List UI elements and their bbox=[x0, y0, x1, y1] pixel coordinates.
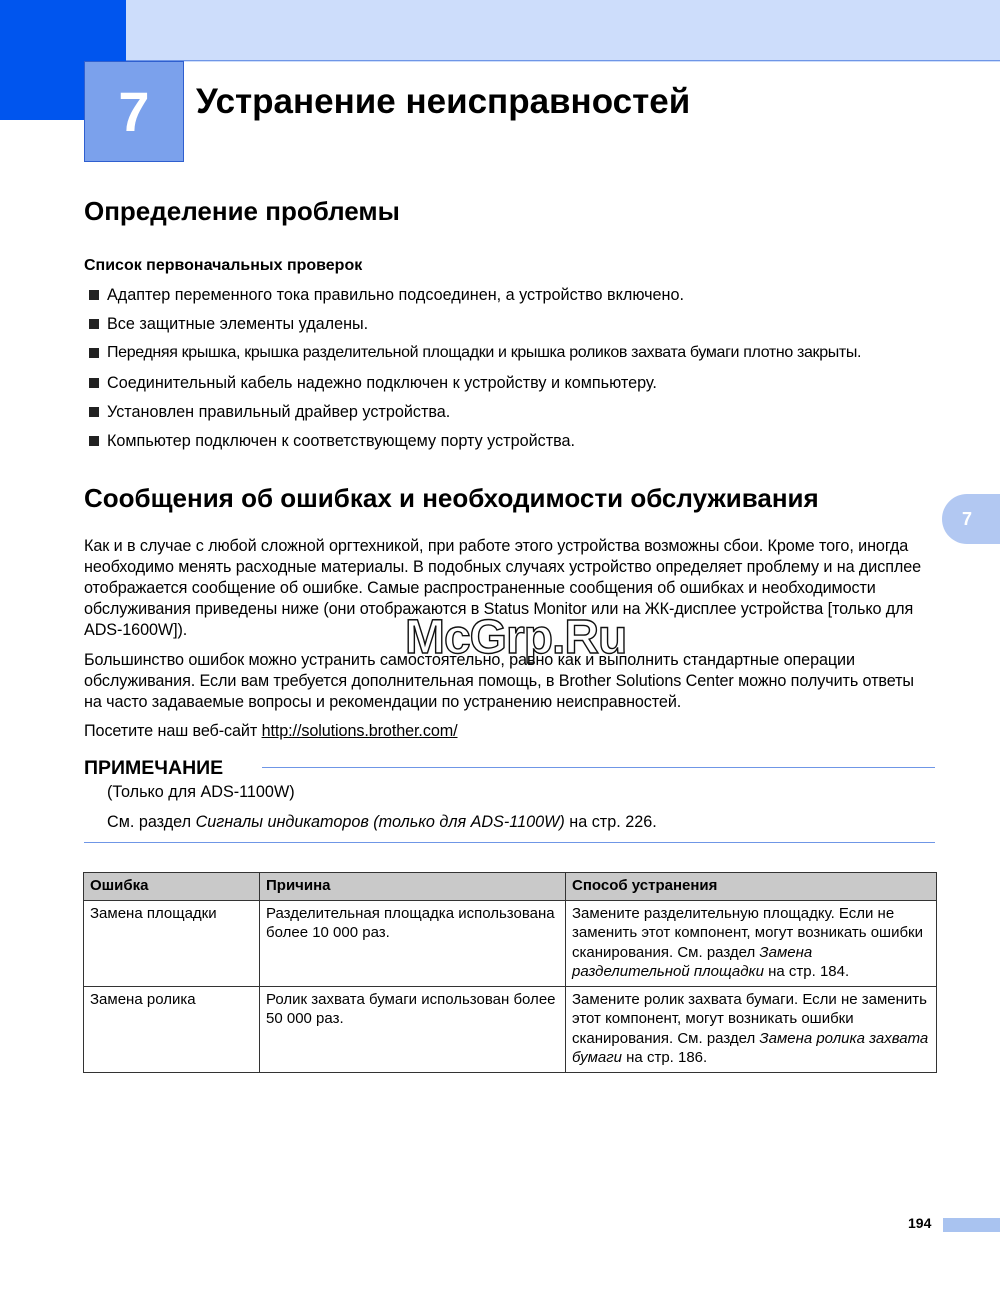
section-title-problem-identification: Определение проблемы bbox=[84, 196, 400, 226]
square-bullet-icon bbox=[89, 378, 99, 388]
square-bullet-icon bbox=[89, 319, 99, 329]
footer-bar bbox=[943, 1218, 1000, 1232]
checklist-item-text: Установлен правильный драйвер устройства. bbox=[107, 402, 451, 421]
header-band bbox=[0, 0, 1000, 62]
checklist-item bbox=[89, 431, 861, 460]
solutions-link[interactable]: http://solutions.brother.com/ bbox=[261, 722, 458, 740]
note-rule-bottom bbox=[84, 842, 935, 843]
note-rule-top bbox=[262, 767, 935, 768]
checklist-item bbox=[89, 314, 861, 343]
solution-reference: Замена ролика захвата бумаги bbox=[572, 1029, 929, 1066]
cell-solution bbox=[566, 900, 937, 986]
header-rule bbox=[126, 60, 1000, 61]
table-row bbox=[84, 900, 937, 986]
cell-cause: Ролик захвата бумаги использован более 50 000 раз. bbox=[260, 986, 566, 1072]
error-table bbox=[83, 872, 937, 1073]
cell-error: Замена площадки bbox=[84, 900, 260, 986]
note-line-1: (Только для ADS-1100W) bbox=[107, 783, 295, 801]
chapter-number-box: 7 bbox=[84, 61, 184, 162]
paragraph-1: Как и в случае с любой сложной оргтехникой, при работе этого устройства возможны сбои. Кроме того, иногда необходимо менять расходные материалы. В подобных случаях устройство определяет проблему и на дисплее отображается сообщение об ошибке. Самые распространенные сообщения об ошибках и необходимости обслуживания приведены ниже (они отображаются в Status Monitor или на ЖК-дисплее устройства [только для ADS-1600W]). bbox=[84, 537, 922, 639]
solution-suffix: на стр. 184. bbox=[763, 963, 850, 980]
section-title-error-messages: Сообщения об ошибках и необходимости обслуживания bbox=[84, 483, 819, 513]
visit-text: Посетите наш веб-сайт bbox=[84, 722, 262, 740]
cell-error: Замена ролика bbox=[84, 986, 260, 1072]
chapter-title: Устранение неисправностей bbox=[196, 82, 691, 121]
column-header-cause: Причина bbox=[260, 873, 566, 901]
paragraph-2: Большинство ошибок можно устранить самостоятельно, равно как и выполнить стандартные операции обслуживания. Если вам требуется дополнительная помощь, в Brother Solutions Center можно получить ответы на часто задаваемые вопросы и рекомендации по устранению неисправностей. bbox=[84, 651, 914, 711]
square-bullet-icon bbox=[89, 290, 99, 300]
page-number: 194 bbox=[908, 1215, 932, 1231]
square-bullet-icon bbox=[89, 436, 99, 446]
note-line-2-reference: Сигналы индикаторов (только для ADS-1100W) bbox=[195, 813, 565, 831]
note-title: ПРИМЕЧАНИЕ bbox=[84, 757, 224, 779]
watermark: McGrp.Ru bbox=[405, 611, 627, 664]
table-row bbox=[84, 986, 937, 1072]
column-header-error: Ошибка bbox=[84, 873, 260, 901]
solution-reference: Замена разделительной площадки bbox=[572, 943, 813, 980]
checklist-item-text: Все защитные элементы удалены. bbox=[107, 315, 369, 334]
cell-cause: Разделительная площадка использована более 10 000 раз. bbox=[260, 900, 566, 986]
checklist-item-text: Компьютер подключен к соответствующему порту устройства. bbox=[107, 431, 576, 450]
square-bullet-icon bbox=[89, 407, 99, 417]
checklist-item-text: Соединительный кабель надежно подключен к устройству и компьютеру. bbox=[107, 373, 657, 392]
chapter-side-tab: 7 bbox=[942, 494, 1000, 544]
checklist-subtitle: Список первоначальных проверок bbox=[84, 257, 363, 274]
checklist-item bbox=[89, 402, 861, 431]
checklist-item-text: Передняя крышка, крышка разделительной площадки и крышка роликов захвата бумаги плотно закрыты. bbox=[107, 344, 862, 362]
square-bullet-icon bbox=[89, 348, 99, 358]
checklist-item bbox=[89, 373, 861, 402]
checklist bbox=[89, 285, 861, 460]
column-header-solution: Способ устранения bbox=[566, 873, 937, 901]
note-line-2 bbox=[107, 813, 657, 832]
visit-website-line bbox=[84, 721, 936, 742]
checklist-item-text: Адаптер переменного тока правильно подсоединен, а устройство включено. bbox=[107, 286, 684, 304]
checklist-item bbox=[89, 285, 861, 314]
note-line-2-prefix: См. раздел bbox=[107, 813, 196, 831]
checklist-item bbox=[89, 343, 861, 372]
note-line-2-suffix: на стр. 226. bbox=[564, 813, 657, 831]
cell-solution bbox=[566, 986, 937, 1072]
solution-text: Замените разделительную площадку. Если не заменить этот компонент, могут возникать ошибки сканирования. См. раздел bbox=[572, 904, 923, 961]
solution-text: Замените ролик захвата бумаги. Если не заменить этот компонент, могут возникать ошибки сканирования. См. раздел bbox=[572, 990, 927, 1047]
table-header-row bbox=[84, 873, 937, 901]
solution-suffix: на стр. 186. bbox=[621, 1049, 708, 1066]
